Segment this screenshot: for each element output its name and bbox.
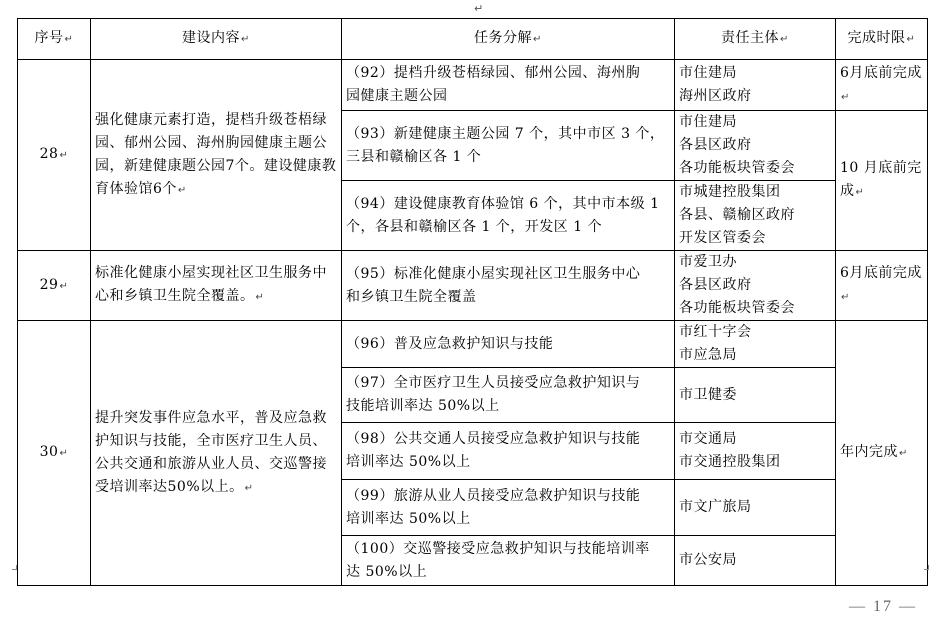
table-row [18, 251, 928, 321]
responsible-cell: 市住建局 海州区政府 [675, 60, 836, 111]
task-table [17, 18, 928, 586]
deadline-cell: 10 月底前完成↵ [836, 111, 928, 251]
responsible-cell: 市住建局 各县区政府 各功能板块管委会 [675, 111, 836, 181]
task-cell: （92）提档升级苍梧绿园、郁州公园、海州朐 园健康主题公园 [342, 60, 675, 111]
responsible-cell: 市公安局 [675, 536, 836, 586]
responsible-cell: 市交通局 市交通控股集团 [675, 423, 836, 480]
task-cell: （96）普及应急救护知识与技能 [342, 321, 675, 368]
task-cell: （97）全市医疗卫生人员接受应急救护知识与 技能培训率达 50%以上 [342, 368, 675, 423]
task-cell: （95）标准化健康小屋实现社区卫生服务中心 和乡镇卫生院全覆盖 [342, 251, 675, 321]
row-content: 标准化健康小屋实现社区卫生服务中心和乡镇卫生院全覆盖。↵ [91, 251, 342, 321]
header-deadline: 完成时限↵ [836, 19, 928, 60]
table-row [18, 321, 928, 368]
task-cell: （99）旅游从业人员接受应急救护知识与技能 培训率达 50%以上 [342, 480, 675, 536]
header-task: 任务分解↵ [342, 19, 675, 60]
deadline-cell: 6月底前完成↵ [836, 60, 928, 111]
table-row [18, 60, 928, 111]
margin-corner-mark [924, 565, 929, 570]
row-seq: 28↵ [18, 60, 91, 251]
responsible-cell: 市爱卫办 各县区政府 各功能板块管委会 [675, 251, 836, 321]
row-content: 强化健康元素打造，提档升级苍梧绿园、郁州公园、海州朐园健康主题公园，新建健康题公园7个。建设健康教育体验馆6个↵ [91, 60, 342, 251]
responsible-cell: 市红十字会 市应急局 [675, 321, 836, 368]
row-content: 提升突发事件应急水平，普及应急救护知识与技能，全市医疗卫生人员、公共交通和旅游从业人员、交巡警接受培训率达50%以上。↵ [91, 321, 342, 586]
page-number: — 17 — [849, 598, 917, 615]
margin-corner-mark [12, 565, 17, 570]
responsible-cell: 市文广旅局 [675, 480, 836, 536]
task-cell: （98）公共交通人员接受应急救护知识与技能 培训率达 50%以上 [342, 423, 675, 480]
task-cell: （93）新建健康主题公园 7 个，其中市区 3 个， 三县和赣榆区各 1 个 [342, 111, 675, 181]
task-cell: （100）交巡警接受应急救护知识与技能培训率 达 50%以上 [342, 536, 675, 586]
deadline-cell: 6月底前完成↵ [836, 251, 928, 321]
deadline-cell: 年内完成↵ [836, 321, 928, 586]
table-header-row [18, 19, 928, 60]
responsible-cell: 市城建控股集团 各县、赣榆区政府 开发区管委会 [675, 181, 836, 251]
header-content: 建设内容↵ [91, 19, 342, 60]
row-seq: 30↵ [18, 321, 91, 586]
task-cell: （94）建设健康教育体验馆 6 个，其中市本级 1 个，各县和赣榆区各 1 个，开发区 1 个 [342, 181, 675, 251]
responsible-cell: 市卫健委 [675, 368, 836, 423]
return-mark: ↵ [474, 2, 484, 15]
header-seq: 序号↵ [18, 19, 91, 60]
row-seq: 29↵ [18, 251, 91, 321]
header-responsible: 责任主体↵ [675, 19, 836, 60]
